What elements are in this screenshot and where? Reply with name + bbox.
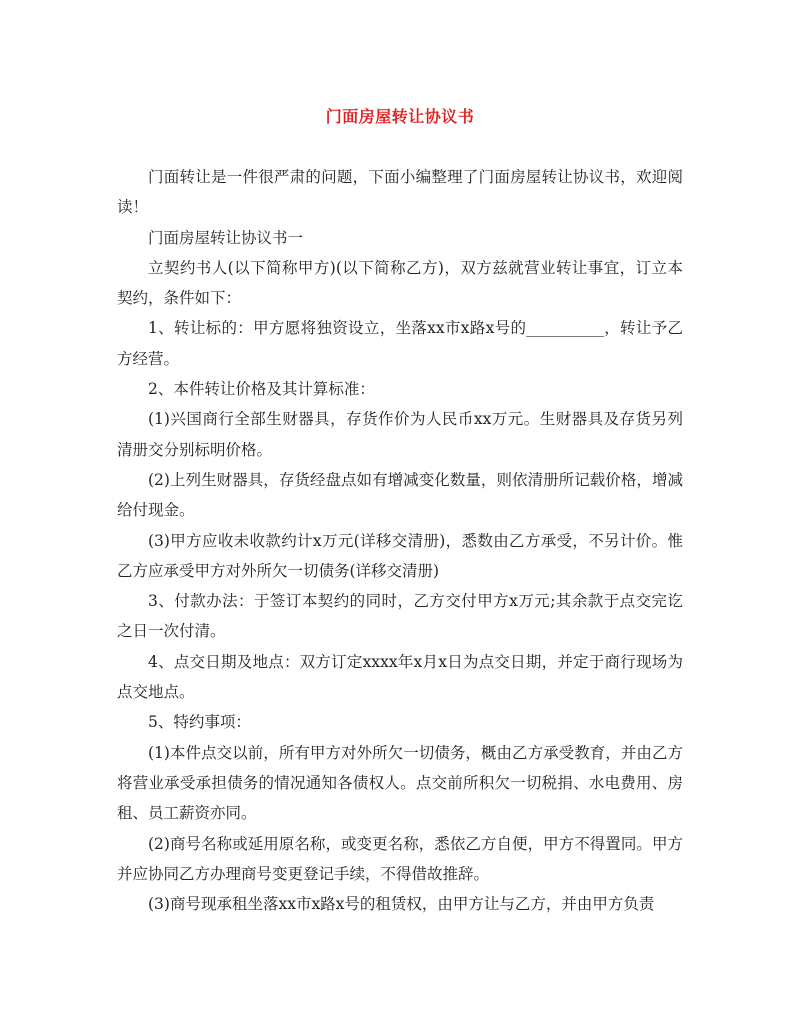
paragraph-clause-4: 4、点交日期及地点：双方订定xxxx年x月x日为点交日期，并定于商行现场为点交地点。 — [117, 652, 683, 702]
paragraph-clause-5: 5、特约事项： — [148, 713, 251, 732]
paragraph-clause-2: 2、本件转让价格及其计算标准： — [148, 380, 375, 399]
paragraph-parties: 立契约书人(以下简称甲方)(以下简称乙方)，双方兹就营业转让事宜，订立本契约，条件如下： — [117, 258, 683, 308]
paragraph-intro: 门面转让是一件很严肃的问题，下面小编整理了门面房屋转让协议书，欢迎阅读！ — [117, 168, 683, 217]
paragraph-clause-1: 1、转让标的：甲方愿将独资设立，坐落xx市x路x号的__________，转让予乙方经营。 — [117, 319, 683, 368]
document-body — [117, 162, 683, 919]
paragraph-clause-2-2: (2)上列生财器具，存货经盘点如有增减变化数量，则依清册所记载价格，增减给付现金。 — [117, 470, 683, 520]
paragraph-clause-5-3: (3)商号现承租坐落xx市x路x号的租赁权，由甲方让与乙方，并由甲方负责 — [148, 895, 655, 914]
paragraph-clause-2-1: (1)兴国商行全部生财器具，存货作价为人民币xx万元。生财器具及存货另列清册交分别标明价格。 — [117, 410, 683, 459]
document-title: 门面房屋转让协议书 — [325, 107, 475, 126]
paragraph-clause-3: 3、付款办法：于签订本契约的同时，乙方交付甲方x万元;其余款于点交完讫之日一次付清。 — [117, 592, 683, 641]
paragraph-clause-5-2: (2)商号名称或延用原名称，或变更名称，悉依乙方自便，甲方不得置同。甲方并应协同乙方办理商号变更登记手续，不得借故推辞。 — [117, 834, 683, 883]
paragraph-clause-5-1: (1)本件点交以前，所有甲方对外所欠一切债务，概由乙方承受教育，并由乙方将营业承受承担债务的情况通知各债权人。点交前所积欠一切税捐、水电费用、房租、员工薪资亦同。 — [117, 743, 683, 823]
paragraph-clause-2-3: (3)甲方应收未收款约计x万元(详移交清册)，悉数由乙方承受，不另计价。惟乙方应承受甲方对外所欠一切债务(详移交清册) — [117, 531, 683, 580]
paragraph-heading: 门面房屋转让协议书一 — [148, 228, 304, 247]
